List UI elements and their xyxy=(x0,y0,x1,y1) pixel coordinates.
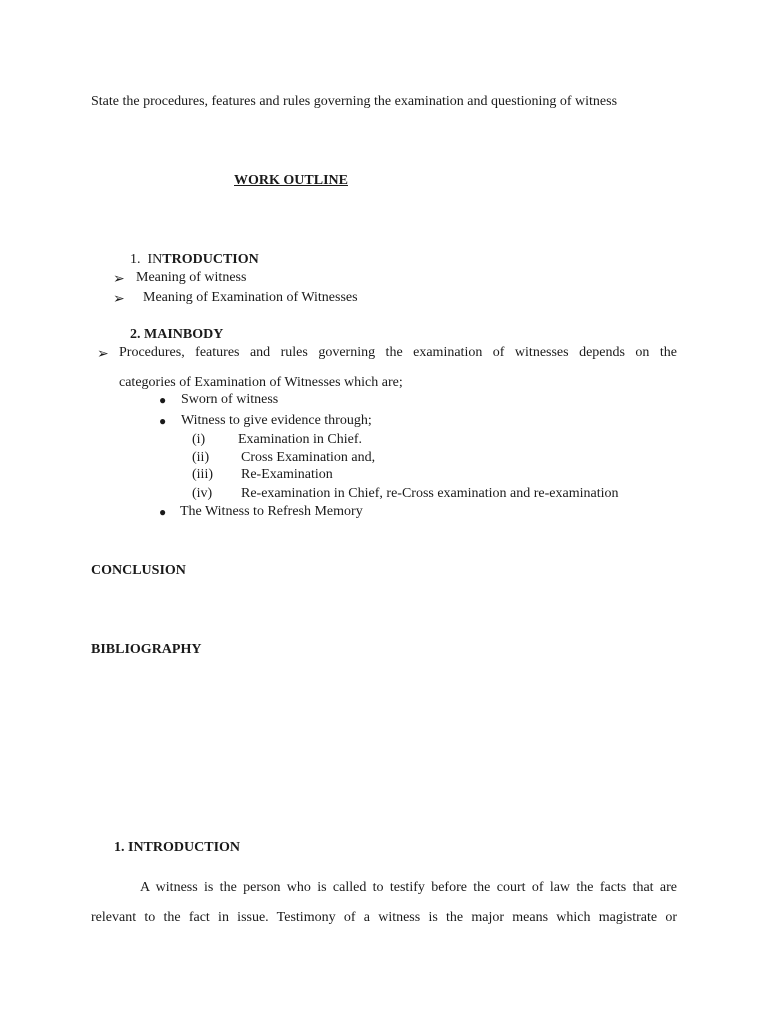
section-2-heading: 2. MAINBODY xyxy=(130,327,224,342)
sub-item: Re-Examination xyxy=(241,467,333,482)
section-1-title-prefix: IN xyxy=(147,252,163,267)
work-outline-title: WORK OUTLINE xyxy=(234,173,348,188)
arrow-bullet-icon: ➢ xyxy=(97,347,109,362)
bibliography-heading: BIBLIOGRAPHY xyxy=(91,642,202,657)
mainbody-paragraph-line: categories of Examination of Witnesses which are; xyxy=(119,375,403,390)
bullet-icon: ● xyxy=(159,505,167,519)
roman-numeral: (ii) xyxy=(192,450,210,465)
mainbody-paragraph-line: Procedures, features and rules governing the examination of witnesses depends on the xyxy=(119,345,677,360)
arrow-bullet-icon: ➢ xyxy=(113,272,125,287)
sub-item: Examination in Chief. xyxy=(238,432,363,447)
outline-item: Meaning of witness xyxy=(136,270,247,285)
outline-item: Meaning of Examination of Witnesses xyxy=(143,290,358,305)
section-1-number: 1. xyxy=(130,252,141,267)
section-1-title-rest: TRODUCTION xyxy=(162,252,259,267)
roman-numeral: (i) xyxy=(192,432,206,447)
body-text-line: A witness is the person who is called to testify before the court of law the facts that are xyxy=(140,880,677,895)
bullet-item: Sworn of witness xyxy=(181,392,279,407)
introduction-heading: 1. INTRODUCTION xyxy=(114,840,241,855)
arrow-bullet-icon: ➢ xyxy=(113,292,125,307)
bullet-item: The Witness to Refresh Memory xyxy=(180,504,363,519)
roman-numeral: (iii) xyxy=(192,467,213,482)
bullet-icon: ● xyxy=(159,393,167,407)
sub-item: Cross Examination and, xyxy=(241,450,376,465)
sub-item: Re-examination in Chief, re-Cross examination and re-examination xyxy=(241,486,619,501)
section-1-heading xyxy=(130,252,259,268)
bullet-icon: ● xyxy=(159,414,167,428)
roman-numeral: (iv) xyxy=(192,486,213,501)
assignment-question: State the procedures, features and rules governing the examination and questioning of witness xyxy=(91,94,618,109)
body-text-line: relevant to the fact in issue. Testimony of a witness is the major means which magistrate or xyxy=(91,910,677,925)
conclusion-heading: CONCLUSION xyxy=(91,563,186,578)
bullet-item: Witness to give evidence through; xyxy=(181,413,372,428)
